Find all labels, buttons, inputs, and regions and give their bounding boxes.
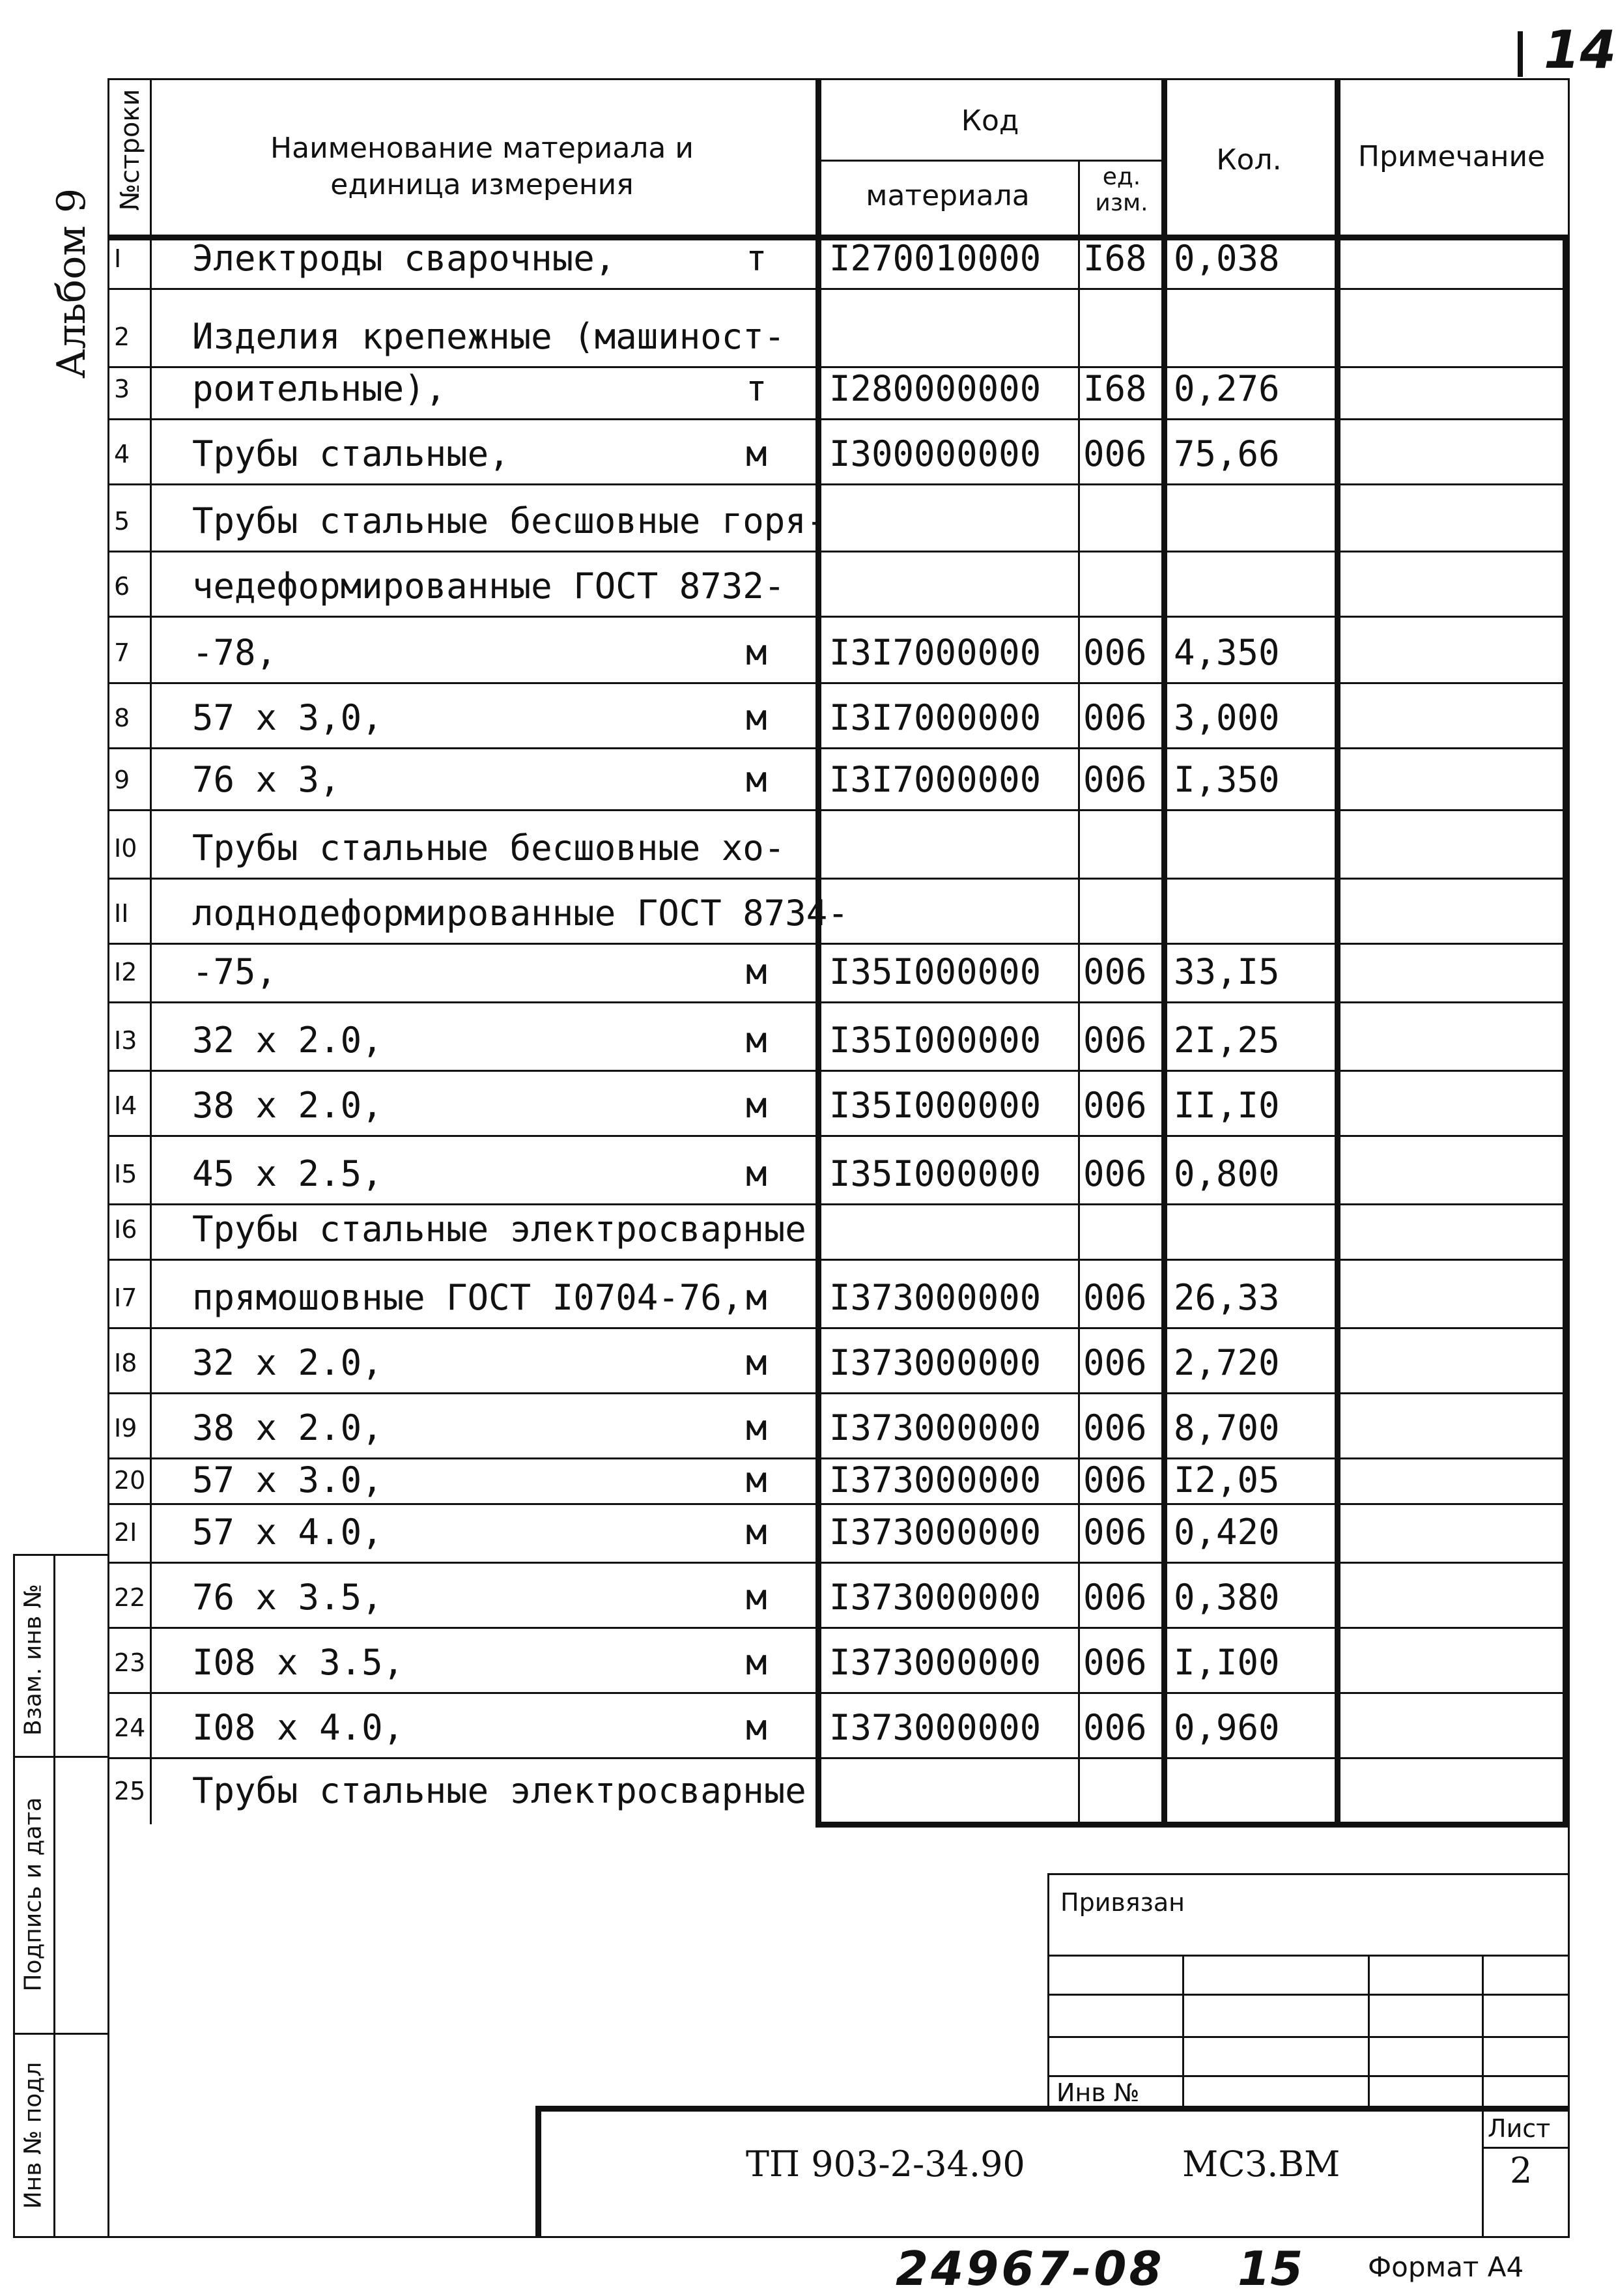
sheet-number: 2 [1510,2150,1533,2191]
row-unit: м [746,759,767,800]
table-row [107,1629,1566,1694]
table-row [107,684,1566,749]
main-stamp-top [537,2106,1568,2112]
row-name: Трубы стальные, [192,433,510,474]
row-number: II [114,899,129,928]
row-name: 57 х 3,0, [192,697,383,738]
row-quantity: I,I00 [1174,1642,1280,1683]
row-material-code: I35I000000 [829,1153,1042,1194]
row-quantity: 3,000 [1174,697,1280,738]
row-number: 6 [114,572,130,601]
row-name: I08 х 3.5, [192,1642,404,1683]
table-row [107,420,1566,485]
row-number: 22 [114,1583,146,1612]
row-number: 23 [114,1648,146,1677]
tb-col1 [1182,1955,1184,2108]
row-quantity: 0,960 [1174,1707,1280,1748]
row-quantity: 26,33 [1174,1277,1280,1318]
row-quantity: 75,66 [1174,433,1280,474]
row-quantity: I,350 [1174,759,1280,800]
row-name: 38 х 2.0, [192,1407,383,1448]
row-unit: м [746,1577,767,1618]
row-name: 57 х 4.0, [192,1512,383,1553]
row-unit-code: 006 [1083,1085,1147,1126]
row-name: -78, [192,632,277,673]
row-name: лоднодеформированные ГОСТ 8734- [192,893,849,934]
row-material-code: I280000000 [829,368,1042,409]
row-unit-code: 006 [1083,1342,1147,1383]
tb-col2 [1368,1955,1370,2108]
row-name: Трубы стальные электросварные [192,1770,806,1811]
table-row [107,1459,1566,1505]
side-stamp-signature: Подпись и дата [20,1797,47,1992]
row-name: 76 х 3.5, [192,1577,383,1618]
row-name: 32 х 2.0, [192,1020,383,1061]
row-quantity: II,I0 [1174,1085,1280,1126]
header-qty: Кол. [1216,143,1282,177]
row-unit: м [746,1020,767,1061]
table-row [107,811,1566,880]
row-unit: м [746,1085,767,1126]
album-label: Альбом 9 [49,188,94,379]
header-material: материала [866,179,1030,212]
row-material-code: I3I7000000 [829,632,1042,673]
row-unit: м [746,1153,767,1194]
row-number: I5 [114,1160,137,1188]
row-unit: м [746,632,767,673]
row-unit-code: I68 [1083,368,1147,409]
row-quantity: 0,420 [1174,1512,1280,1553]
row-material-code: I3I7000000 [829,759,1042,800]
row-name: 38 х 2.0, [192,1085,383,1126]
table-row [107,618,1566,684]
frame-bottom [107,2236,1570,2238]
row-name: чедеформированные ГОСТ 8732- [192,566,786,607]
row-number: 8 [114,704,130,732]
row-unit: м [746,433,767,474]
row-name: роительные), [192,368,447,409]
table-row [107,1205,1566,1261]
row-unit: м [746,1342,767,1383]
table-row [107,485,1566,552]
side-stamp-inv-orig: Инв № подл [20,2061,47,2209]
row-number: 24 [114,1714,146,1742]
row-name: -75, [192,951,277,992]
corner-mark-bar [1518,31,1523,77]
header-row-no: №строки [115,89,145,211]
row-unit: м [746,1707,767,1748]
frame-top [107,78,1570,80]
tb-row3 [1047,2036,1568,2038]
row-unit: м [746,1277,767,1318]
row-quantity: 0,038 [1174,238,1280,279]
row-material-code: I373000000 [829,1512,1042,1553]
row-unit-code: 006 [1083,1577,1147,1618]
header-code: Код [961,104,1019,137]
row-material-code: I373000000 [829,1707,1042,1748]
row-name: Электроды сварочные, [192,238,616,279]
row-unit-code: 006 [1083,1512,1147,1553]
row-material-code: I35I000000 [829,951,1042,992]
row-material-code: I373000000 [829,1407,1042,1448]
row-material-code: I35I000000 [829,1085,1042,1126]
sheet-label: Лист [1488,2114,1551,2143]
table-row [107,236,1566,290]
row-number: 25 [114,1777,146,1805]
row-name: Трубы стальные электросварные [192,1209,806,1250]
row-quantity: 8,700 [1174,1407,1280,1448]
row-unit: т [746,238,767,279]
row-number: I9 [114,1414,137,1442]
row-material-code: I270010000 [829,238,1042,279]
table-row [107,1759,1566,1822]
row-unit-code: 006 [1083,1277,1147,1318]
header-name: Наименование материала и единица измерения [270,132,694,201]
row-unit-code: I68 [1083,238,1147,279]
row-number: I [114,244,122,273]
corner-sheet-number: 14 [1544,20,1616,80]
row-number: I4 [114,1091,137,1120]
table-row [107,1261,1566,1329]
row-unit: м [746,951,767,992]
row-number: I8 [114,1349,137,1377]
main-stamp-left [535,2106,541,2238]
table-row [107,552,1566,618]
row-name: Трубы стальные бесшовные хо- [192,827,786,868]
row-material-code: I373000000 [829,1642,1042,1683]
row-quantity: 33,I5 [1174,951,1280,992]
row-unit: м [746,1407,767,1448]
side-stamp-sep1 [13,1756,107,1758]
header-note: Примечание [1357,140,1546,173]
side-stamp-mid [53,1554,55,2238]
bound-label: Привязан [1060,1888,1185,1917]
row-quantity: 0,380 [1174,1577,1280,1618]
tb-top [1047,1873,1568,1875]
tb-row2 [1047,1994,1568,1996]
row-material-code: I35I000000 [829,1020,1042,1061]
row-number: 2I [114,1518,137,1547]
table-row [107,1694,1566,1759]
row-unit-code: 006 [1083,1407,1147,1448]
main-stamp-sheet-sep [1482,2106,1484,2238]
row-quantity: 0,800 [1174,1153,1280,1194]
tb-row4 [1047,2075,1568,2077]
row-unit-code: 006 [1083,1153,1147,1194]
row-name: Трубы стальные бесшовные горя- [192,500,828,541]
tb-row1 [1047,1955,1568,1957]
table-row [107,1072,1566,1137]
doc-mark: МСЗ.ВМ [1182,2144,1340,2185]
table-row [107,1564,1566,1629]
main-stamp-sheet-row [1482,2147,1568,2149]
table-row [107,290,1566,368]
row-unit-code: 006 [1083,1459,1147,1500]
side-stamp-inv-replace: Взам. инв № [20,1584,47,1736]
row-number: I7 [114,1284,137,1312]
table-row [107,880,1566,945]
row-name: 57 х 3.0, [192,1459,383,1500]
row-number: 3 [114,375,130,403]
side-stamp-top [13,1554,107,1556]
row-unit-code: 006 [1083,1642,1147,1683]
doc-code: ТП 903-2-34.90 [746,2144,1025,2185]
table-row [107,1505,1566,1564]
footer-format: Формат А4 [1368,2251,1524,2283]
row-quantity: 2I,25 [1174,1020,1280,1061]
row-number: 20 [114,1466,146,1495]
footer-page: 15 [1238,2241,1303,2296]
table-row [107,945,1566,1003]
inv-label: Инв № [1056,2078,1140,2107]
row-unit-code: 006 [1083,697,1147,738]
header-unit: ед. изм. [1095,164,1148,216]
row-unit-code: 006 [1083,433,1147,474]
row-number: I0 [114,834,137,863]
row-name: 76 х 3, [192,759,341,800]
row-number: I3 [114,1026,137,1055]
table-row [107,1003,1566,1072]
row-material-code: I373000000 [829,1342,1042,1383]
table-row [107,1394,1566,1459]
row-unit: м [746,1512,767,1553]
row-name: 45 х 2.5, [192,1153,383,1194]
row-name: 32 х 2.0, [192,1342,383,1383]
row-unit-code: 006 [1083,1020,1147,1061]
table-row [107,1329,1566,1394]
row-quantity: 0,276 [1174,368,1280,409]
row-number: I2 [114,958,137,986]
table-row [107,368,1566,420]
footer-number: 24967-08 [896,2241,1165,2296]
row-number: 9 [114,766,130,794]
table-row [107,1137,1566,1205]
row-quantity: 4,350 [1174,632,1280,673]
row-number: 4 [114,440,130,468]
row-unit: м [746,697,767,738]
table-row [107,749,1566,811]
code-header-sep [817,160,1164,162]
row-unit-code: 006 [1083,632,1147,673]
row-name: Изделия крепежные (машиност- [192,316,786,357]
row-material-code: I3I7000000 [829,697,1042,738]
row-unit-code: 006 [1083,1707,1147,1748]
row-unit: т [746,368,767,409]
row-material-code: I373000000 [829,1577,1042,1618]
row-unit: м [746,1459,767,1500]
tb-left [1047,1873,1049,2108]
row-material-code: I373000000 [829,1277,1042,1318]
row-material-code: I300000000 [829,433,1042,474]
row-number: 7 [114,639,130,667]
row-number: 5 [114,507,130,536]
row-unit-code: 006 [1083,759,1147,800]
row-number: I6 [114,1215,137,1244]
row-number: 2 [114,323,130,351]
row-unit-code: 006 [1083,951,1147,992]
table-bottom [815,1822,1568,1828]
row-name: I08 х 4.0, [192,1707,404,1748]
row-unit: м [746,1642,767,1683]
row-quantity: 2,720 [1174,1342,1280,1383]
row-material-code: I373000000 [829,1459,1042,1500]
row-quantity: I2,05 [1174,1459,1280,1500]
row-name: прямошовные ГОСТ I0704-76, [192,1277,743,1318]
